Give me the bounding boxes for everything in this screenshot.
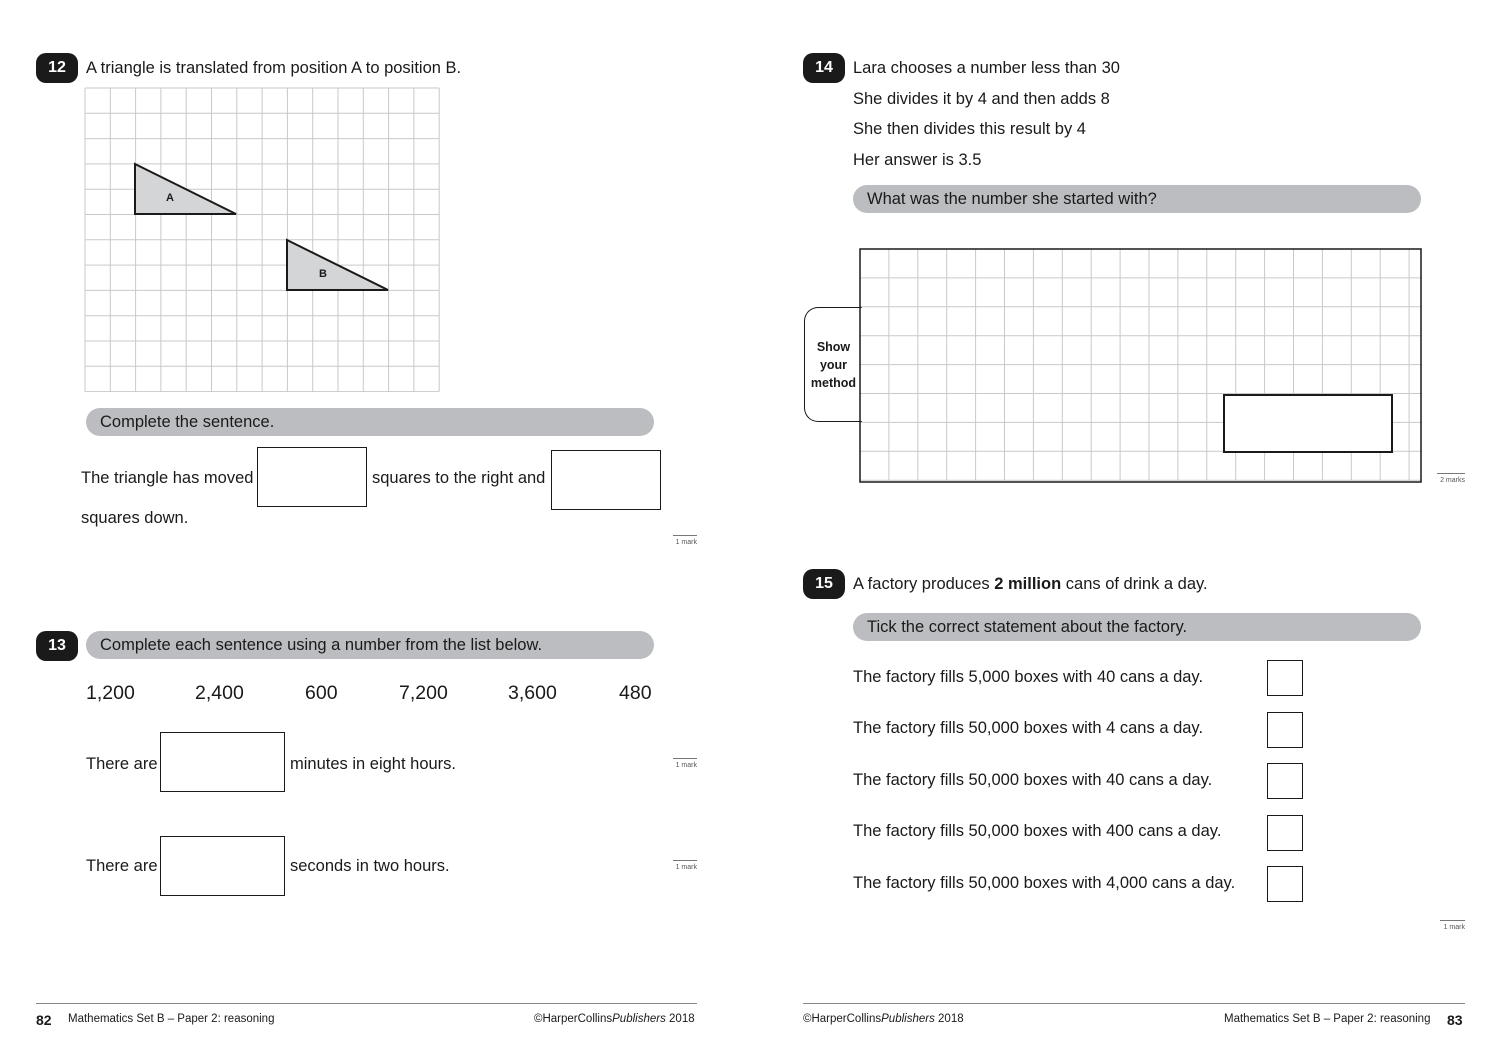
q14-line4: Her answer is 3.5: [853, 151, 982, 169]
q12-mark: 1 mark: [673, 535, 697, 546]
q15-tick-box[interactable]: [1267, 866, 1303, 902]
q15-tick-box[interactable]: [1267, 763, 1303, 799]
q12-sentence-part3: squares down.: [81, 509, 189, 527]
q14-line1: Lara chooses a number less than 30: [853, 59, 1120, 77]
question-15-text: [853, 575, 1208, 594]
q13-answer-box-seconds[interactable]: [160, 836, 285, 896]
q12-answer-box-down[interactable]: [551, 450, 661, 510]
question-15-instruction: Tick the correct statement about the factory.: [853, 613, 1421, 641]
translation-grid: [84, 87, 440, 392]
footer-copyright-right: [803, 1013, 964, 1025]
footer-copyright-left: [534, 1013, 695, 1025]
q14-mark: 2 marks: [1437, 473, 1465, 484]
q14-line2: She divides it by 4 and then adds 8: [853, 90, 1110, 108]
q13-mark-1: 1 mark: [673, 758, 697, 769]
question-number-12: 12: [36, 53, 78, 83]
question-number-14: 14: [803, 53, 845, 83]
copyright-year: 2018: [934, 1013, 964, 1025]
footer-title-left: Mathematics Set B – Paper 2: reasoning: [68, 1013, 275, 1025]
copyright-italic: Publishers: [881, 1013, 935, 1025]
footer-title-right: Mathematics Set B – Paper 2: reasoning: [1224, 1013, 1431, 1025]
q15-text-after: cans of drink a day.: [1061, 575, 1208, 593]
number-option: 7,200: [399, 682, 448, 704]
page-number-right: 83: [1447, 1012, 1463, 1028]
method-tab-word: Show: [816, 339, 851, 354]
q15-option-text: The factory fills 50,000 boxes with 40 cans a day.: [853, 771, 1213, 789]
q14-line3: She then divides this result by 4: [853, 120, 1086, 138]
q14-answer-box[interactable]: [1223, 394, 1393, 453]
question-12-instruction: Complete the sentence.: [86, 408, 654, 436]
triangle-a-label: A: [166, 192, 174, 204]
copyright-prefix: ©HarperCollins: [534, 1013, 613, 1025]
number-option: 1,200: [86, 682, 135, 704]
q13-mark-2: 1 mark: [673, 860, 697, 871]
question-13-instruction: Complete each sentence using a number from the list below.: [86, 631, 654, 659]
q12-sentence-part2: squares to the right and: [372, 469, 546, 487]
copyright-year: 2018: [665, 1013, 695, 1025]
number-option: 480: [619, 682, 652, 704]
q15-option-text: The factory fills 5,000 boxes with 40 cans a day.: [853, 668, 1204, 686]
question-number-15: 15: [803, 569, 845, 599]
q15-tick-box[interactable]: [1267, 815, 1303, 851]
question-12-text: A triangle is translated from position A to position B.: [86, 59, 462, 77]
method-tab-word: your: [819, 357, 848, 372]
q13-line1-before: There are: [86, 755, 158, 773]
question-number-13: 13: [36, 631, 78, 661]
triangle-b-label: B: [319, 268, 327, 280]
copyright-italic: Publishers: [612, 1013, 666, 1025]
q15-tick-box[interactable]: [1267, 712, 1303, 748]
question-14-instruction: What was the number she started with?: [853, 185, 1421, 213]
method-tab-word: method: [810, 375, 857, 390]
number-option: 3,600: [508, 682, 557, 704]
footer-rule-left: [36, 1003, 697, 1004]
q15-mark: 1 mark: [1440, 920, 1465, 931]
page-number-left: 82: [36, 1012, 52, 1028]
footer-rule-right: [803, 1003, 1465, 1004]
number-option: 2,400: [195, 682, 244, 704]
copyright-prefix: ©HarperCollins: [803, 1013, 882, 1025]
q15-tick-box[interactable]: [1267, 660, 1303, 696]
q12-answer-box-right[interactable]: [257, 447, 367, 507]
number-option: 600: [305, 682, 338, 704]
q15-option-text: The factory fills 50,000 boxes with 400 cans a day.: [853, 822, 1222, 840]
q15-option-text: The factory fills 50,000 boxes with 4,000 cans a day.: [853, 874, 1236, 892]
q15-text-before: A factory produces: [853, 575, 995, 593]
q12-sentence-part1: The triangle has moved: [81, 469, 254, 487]
q15-option-text: The factory fills 50,000 boxes with 4 cans a day.: [853, 719, 1204, 737]
show-your-method-tab: [804, 307, 862, 422]
q13-line2-before: There are: [86, 857, 158, 875]
q15-text-bold: 2 million: [994, 575, 1062, 593]
q13-line2-after: seconds in two hours.: [290, 857, 450, 875]
q13-line1-after: minutes in eight hours.: [290, 755, 457, 773]
q13-answer-box-minutes[interactable]: [160, 732, 285, 792]
